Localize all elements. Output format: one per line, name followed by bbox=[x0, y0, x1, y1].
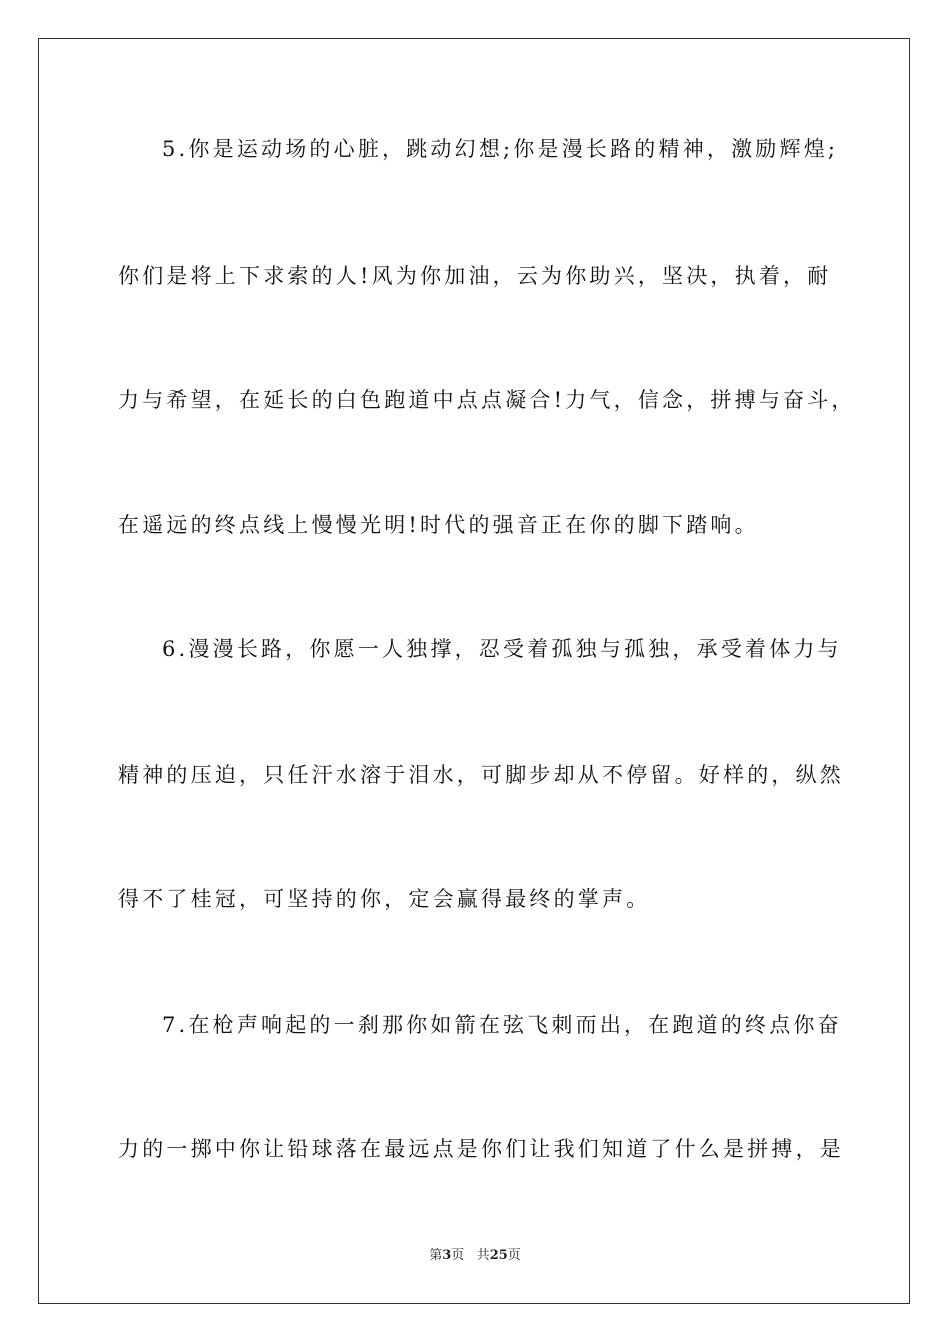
paragraph-5-line-2: 你们是将上下求索的人!风为你加油，云为你助兴，坚决，执着，耐 bbox=[118, 264, 832, 288]
paragraph-5-line-4: 在遥远的终点线上慢慢光明!时代的强音正在你的脚下踏响。 bbox=[118, 513, 759, 537]
page-footer bbox=[0, 1248, 950, 1264]
total-suffix: 页 bbox=[507, 1248, 521, 1263]
paragraph-5-line-3: 力与希望，在延长的白色跑道中点点凝合!力气，信念，拼搏与奋斗， bbox=[118, 388, 856, 412]
page-prefix: 第 bbox=[429, 1248, 443, 1263]
page-number: 3 bbox=[442, 1248, 452, 1263]
paragraph-6-line-2: 精神的压迫，只任汗水溶于泪水，可脚步却从不停留。好样的，纵然 bbox=[118, 763, 844, 787]
total-pages: 25 bbox=[489, 1248, 508, 1263]
paragraph-6-line-1: 6.漫漫长路，你愿一人独撑，忍受着孤独与孤独，承受着体力与 bbox=[162, 637, 842, 661]
page-border bbox=[38, 38, 910, 1304]
page-suffix: 页 bbox=[451, 1248, 465, 1263]
paragraph-7-line-1: 7.在枪声响起的一刹那你如箭在弦飞刺而出，在跑道的终点你奋 bbox=[162, 1013, 842, 1037]
paragraph-7-line-2: 力的一掷中你让铅球落在最远点是你们让我们知道了什么是拼搏，是 bbox=[118, 1137, 844, 1161]
paragraph-5-line-1: 5.你是运动场的心脏，跳动幻想;你是漫长路的精神，激励辉煌; bbox=[162, 137, 839, 161]
paragraph-6-line-3: 得不了桂冠，可坚持的你，定会赢得最终的掌声。 bbox=[118, 887, 651, 911]
total-prefix: 共 bbox=[476, 1248, 490, 1263]
